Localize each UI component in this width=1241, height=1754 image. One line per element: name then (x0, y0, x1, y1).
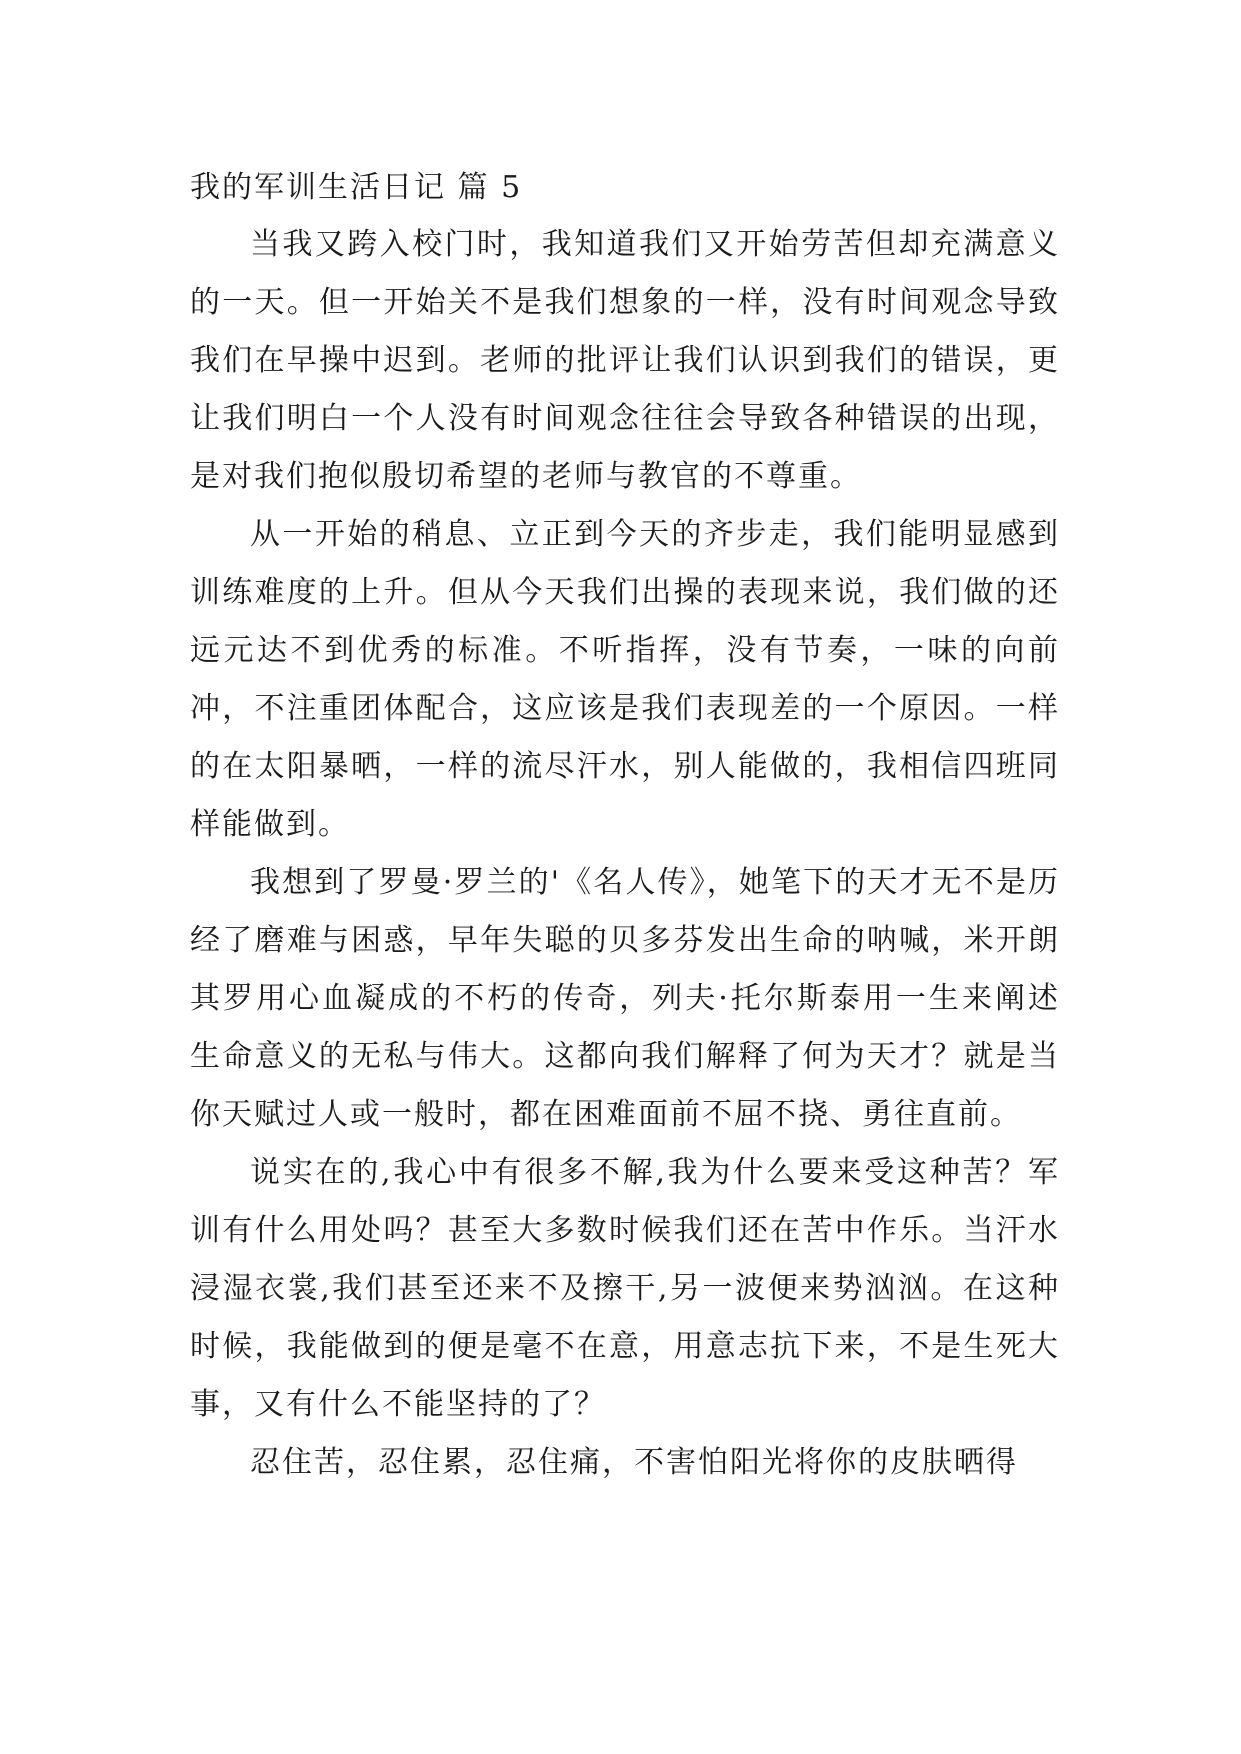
paragraph-3: 我想到了罗曼·罗兰的'《名人传》，她笔下的天才无不是历经了磨难与困惑，早年失聪的贝多芬发出生命的呐喊，米开朗其罗用心血凝成的不朽的传奇，列夫·托尔斯泰用一生来阐述生命意义的无私与伟大。这都向我们解释了何为天才？就是当你天赋过人或一般时，都在困难面前不屈不挠、勇往直前。 (190, 865, 1060, 1132)
paragraph-4: 说实在的,我心中有很多不解,我为什么要来受这种苦？军训有什么用处吗？甚至大多数时候我们还在苦中作乐。当汗水浸湿衣裳,我们甚至还来不及擦干,另一波便来势汹汹。在这种时候，我能做到的便是毫不在意，用意志抗下来，不是生死大事，又有什么不能坚持的了？ (190, 1155, 1060, 1422)
paragraph-5: 忍住苦，忍住累，忍住痛，不害怕阳光将你的皮肤晒得 (250, 1445, 1018, 1480)
document-title: 我的军训生活日记 篇 5 (190, 170, 523, 205)
paragraph-1: 当我又跨入校门时，我知道我们又开始劳苦但却充满意义的一天。但一开始关不是我们想象的一样，没有时间观念导致我们在早操中迟到。老师的批评让我们认识到我们的错误，更让我们明白一个人没有时间观念往往会导致各种错误的出现，是对我们抱似殷切希望的老师与教官的不尊重。 (190, 227, 1060, 494)
paragraph-2: 从一开始的稍息、立正到今天的齐步走，我们能明显感到训练难度的上升。但从今天我们出操的表现来说，我们做的还远元达不到优秀的标准。不听指挥，没有节奏，一味的向前冲，不注重团体配合，这应该是我们表现差的一个原因。一样的在太阳暴晒，一样的流尽汗水，别人能做的，我相信四班同样能做到。 (190, 517, 1060, 842)
document-body (190, 216, 1060, 1492)
